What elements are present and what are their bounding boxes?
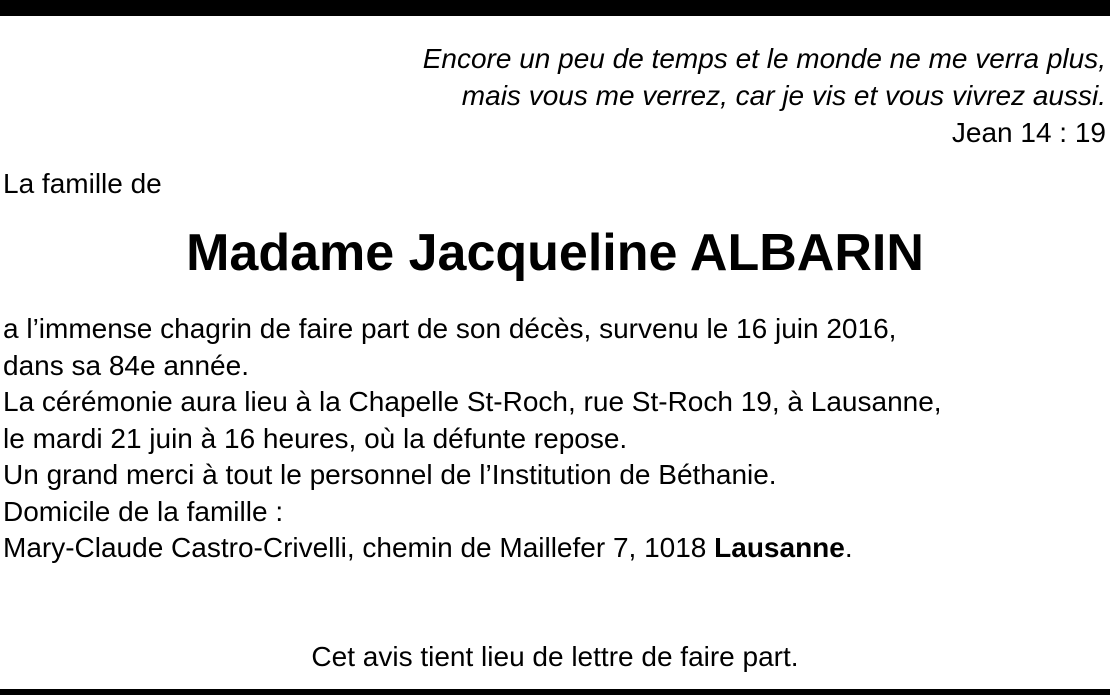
family-address bbox=[3, 530, 942, 567]
epigraph-line-2: mais vous me verrez, car je vis et vous vivrez aussi. bbox=[461, 80, 1106, 111]
address-city: Lausanne bbox=[714, 532, 845, 563]
bottom-border-rule bbox=[0, 689, 1110, 695]
body-line-1: a l’immense chagrin de faire part de son décès, survenu le 16 juin 2016, bbox=[3, 313, 897, 344]
intro-text: La famille de bbox=[3, 168, 162, 199]
closing-note: Cet avis tient lieu de lettre de faire part. bbox=[311, 641, 799, 672]
epigraph-quote bbox=[423, 40, 1106, 151]
announcement-body bbox=[3, 311, 942, 567]
address-prefix: Mary-Claude Castro-Crivelli, chemin de Maillefer 7, 1018 bbox=[3, 532, 715, 563]
top-border-rule bbox=[0, 0, 1110, 16]
epigraph-line-1: Encore un peu de temps et le monde ne me verra plus, bbox=[422, 43, 1106, 74]
body-line-6: Domicile de la famille : bbox=[3, 495, 284, 527]
epigraph-reference: Jean 14 : 19 bbox=[951, 117, 1106, 148]
body-line-5: Un grand merci à tout le personnel de l’Institution de Béthanie. bbox=[3, 459, 777, 490]
body-line-2: dans sa 84e année. bbox=[3, 349, 249, 381]
body-line-3: La cérémonie aura lieu à la Chapelle St-Roch, rue St-Roch 19, à Lausanne, bbox=[3, 386, 942, 417]
body-line-4: le mardi 21 juin à 16 heures, où la défunte repose. bbox=[3, 422, 628, 454]
deceased-name-heading: Madame Jacqueline ALBARIN bbox=[186, 224, 924, 282]
address-suffix: . bbox=[844, 532, 853, 563]
